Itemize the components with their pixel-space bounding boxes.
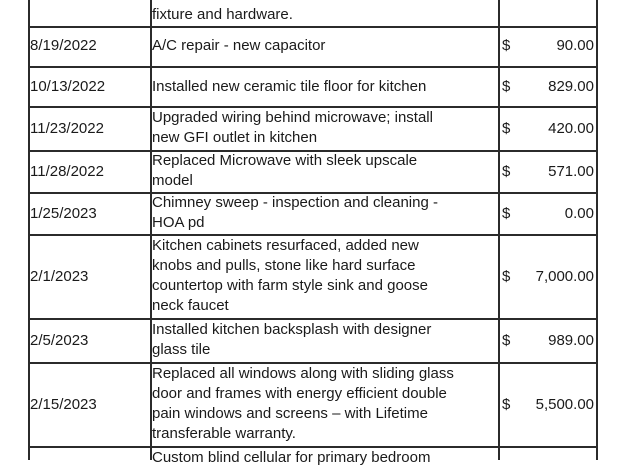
description-line: transferable warranty. bbox=[152, 425, 296, 442]
currency-symbol: $ bbox=[502, 78, 511, 95]
currency-symbol: $ bbox=[502, 120, 511, 137]
description-line: neck faucet bbox=[152, 297, 229, 314]
amount-cell: 7,000.00 bbox=[535, 268, 594, 285]
table-row bbox=[0, 26, 640, 66]
partial-description-top: fixture and hardware. bbox=[152, 6, 293, 23]
date-cell: 11/23/2022 bbox=[30, 120, 104, 137]
description-line: knobs and pulls, stone like hard surface bbox=[152, 257, 416, 274]
amount-cell: 90.00 bbox=[556, 37, 594, 54]
date-cell: 2/1/2023 bbox=[30, 268, 89, 285]
currency-symbol: $ bbox=[502, 332, 511, 349]
date-cell: 8/19/2022 bbox=[30, 37, 97, 54]
date-cell: 2/5/2023 bbox=[30, 332, 89, 349]
description-line: Replaced Microwave with sleek upscale bbox=[152, 152, 418, 169]
description-line: door and frames with energy efficient double bbox=[152, 385, 447, 402]
currency-symbol: $ bbox=[502, 163, 511, 180]
amount-cell: 0.00 bbox=[564, 205, 594, 222]
amount-cell: 829.00 bbox=[548, 78, 594, 95]
amount-cell: 989.00 bbox=[548, 332, 594, 349]
partial-description-bottom: Custom blind cellular for primary bedroom bbox=[152, 449, 431, 466]
table-row bbox=[0, 192, 640, 234]
description-line: new GFI outlet in kitchen bbox=[152, 129, 318, 146]
description-line: Installed kitchen backsplash with designer bbox=[152, 321, 432, 338]
table-row bbox=[0, 362, 640, 446]
currency-symbol: $ bbox=[502, 205, 511, 222]
description-cell: Installed new ceramic tile floor for kitchen bbox=[152, 78, 427, 95]
description-line: Upgraded wiring behind microwave; install bbox=[152, 109, 433, 126]
amount-cell: 420.00 bbox=[548, 120, 594, 137]
description-line: Kitchen cabinets resurfaced, added new bbox=[152, 237, 419, 254]
description-line: glass tile bbox=[152, 341, 211, 358]
description-line: model bbox=[152, 172, 193, 189]
table-row bbox=[0, 150, 640, 192]
currency-symbol: $ bbox=[502, 37, 511, 54]
date-cell: 10/13/2022 bbox=[30, 78, 106, 95]
table-row bbox=[0, 66, 640, 106]
description-line: Chimney sweep - inspection and cleaning - bbox=[152, 194, 438, 211]
currency-symbol: $ bbox=[502, 268, 511, 285]
date-cell: 2/15/2023 bbox=[30, 396, 97, 413]
date-cell: 11/28/2022 bbox=[30, 163, 104, 180]
table-row bbox=[0, 234, 640, 318]
date-cell: 1/25/2023 bbox=[30, 205, 97, 222]
table-row bbox=[0, 318, 640, 362]
table-row bbox=[0, 106, 640, 150]
row-border bbox=[28, 446, 598, 448]
amount-cell: 571.00 bbox=[548, 163, 594, 180]
description-line: Replaced all windows along with sliding glass bbox=[152, 365, 454, 382]
description-cell: A/C repair - new capacitor bbox=[152, 37, 326, 54]
description-line: HOA pd bbox=[152, 214, 205, 231]
currency-symbol: $ bbox=[502, 396, 511, 413]
description-line: countertop with farm style sink and goose bbox=[152, 277, 428, 294]
amount-cell: 5,500.00 bbox=[535, 396, 594, 413]
description-line: pain windows and screens – with Lifetime bbox=[152, 405, 428, 422]
